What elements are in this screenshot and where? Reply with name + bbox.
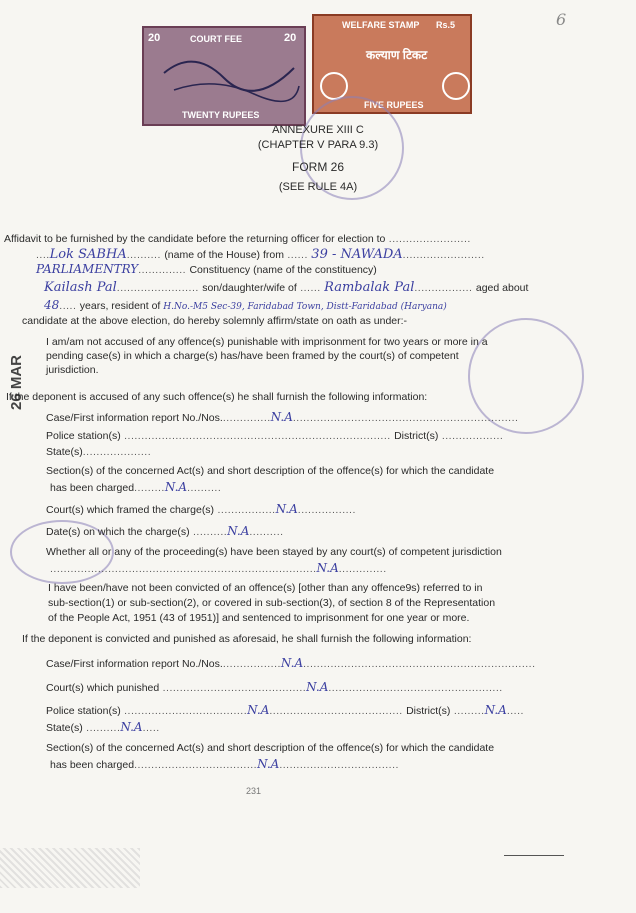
section-b-intro: If the deponent is convicted and punished as aforesaid, he shall furnish the following information: bbox=[22, 633, 472, 645]
rule-heading: (SEE RULE 4A) bbox=[278, 181, 358, 193]
section-b-state: State(s) ..........N.A..... bbox=[46, 720, 160, 734]
state-label: State(s) bbox=[46, 722, 83, 734]
side-date-stamp: 26 MAR bbox=[8, 354, 25, 410]
resident-label: years, resident of bbox=[79, 300, 161, 312]
police-value: N.A bbox=[247, 703, 270, 717]
house-name-value: Lok SABHA bbox=[49, 247, 127, 262]
court-fee-value-right: 20 bbox=[284, 32, 297, 44]
charged-label: has been charged bbox=[50, 482, 135, 494]
age-value: 48 bbox=[44, 298, 60, 312]
constituency-value-2: PARLIAMENTRY bbox=[36, 262, 139, 276]
rosette-icon bbox=[442, 72, 470, 100]
court-fee-stamp bbox=[142, 26, 306, 126]
chapter-heading: (CHAPTER V PARA 9.3) bbox=[257, 139, 379, 151]
charged-value: N.A bbox=[257, 757, 280, 771]
case-label: Case/First information report No./Nos. bbox=[46, 412, 223, 424]
date-label: Date(s) on which the charge(s) bbox=[46, 526, 190, 538]
section-b-police: Police station(s) ....................................N.A....................................... District(s) .........N.A..... bbox=[46, 703, 524, 717]
court-value: N.A bbox=[275, 502, 298, 516]
intro-line-1: Affidavit to be furnished by the candidate before the returning officer for election to ........................ bbox=[4, 233, 471, 245]
father-name-value: Rambalak Pal bbox=[324, 280, 415, 295]
section-a-stayed-value-line: ..............................................................................N.A.............. bbox=[50, 561, 387, 575]
form-heading: FORM 26 bbox=[291, 160, 344, 174]
section-b-section-1: Section(s) of the concerned Act(s) and short description of the offence(s) for which the candidate bbox=[46, 742, 495, 754]
address-value: H.No.-M5 Sec-39, Faridabad Town, Distt-Faridabad (Haryana) bbox=[163, 302, 447, 312]
court-fee-value-left: 20 bbox=[148, 32, 161, 44]
section-a-stayed: Whether all or any of the proceeding(s) have been stayed by any court(s) of competent jurisdiction bbox=[46, 546, 502, 558]
welfare-stamp-title: WELFARE STAMP bbox=[342, 20, 420, 30]
constituency-label: Constituency (name of the constituency) bbox=[189, 264, 377, 276]
state-label: State(s) bbox=[46, 446, 83, 458]
charged-label: has been charged bbox=[50, 759, 135, 771]
section-a-case: Case/First information report No./Nos...............N.A.................................................................. bbox=[46, 410, 519, 424]
para1-line-2: pending case(s) in which a charge(s) has/have been framed by the court(s) of competent bbox=[46, 350, 459, 362]
intro-line-4: candidate at the above election, do hereby solemnly affirm/state on oath as under:- bbox=[22, 315, 408, 327]
scan-noise bbox=[0, 848, 140, 888]
district-label: District(s) bbox=[394, 430, 439, 442]
section-a-section-1: Section(s) of the concerned Act(s) and short description of the offence(s) for which the candidate bbox=[46, 465, 495, 477]
page-number-top: 6 bbox=[556, 10, 567, 29]
section-a-intro: If the deponent is accused of any such offence(s) he shall furnish the following information: bbox=[6, 391, 428, 403]
para1-line-3: jurisdiction. bbox=[46, 364, 99, 376]
scan-mark-line bbox=[504, 855, 564, 856]
section-b-case: Case/First information report No./Nos..................N.A.................................................................... bbox=[46, 656, 536, 670]
district-value: N.A bbox=[484, 703, 507, 717]
section-a-state: State(s).................... bbox=[46, 446, 152, 458]
welfare-stamp-amount-text: FIVE RUPEES bbox=[364, 100, 424, 110]
aged-label: aged about bbox=[475, 282, 529, 294]
section-a-court: Court(s) which framed the charge(s) .................N.A................. bbox=[46, 502, 356, 516]
section-b-court: Court(s) which punished ..........................................N.A................................................... bbox=[46, 680, 503, 694]
para2-line-2: sub-section(1) or sub-section(2), or covered in sub-section(3), of section 8 of the Representation bbox=[48, 597, 496, 609]
section-a-date: Date(s) on which the charge(s) ..........N.A.......... bbox=[46, 524, 284, 538]
stayed-value: N.A bbox=[316, 561, 339, 575]
charged-value: N.A bbox=[164, 480, 188, 494]
para2-line-3: of the People Act, 1951 (43 of 1951)] and sentenced to imprisonment for one year or more. bbox=[48, 612, 470, 624]
welfare-stamp-value: Rs.5 bbox=[436, 20, 456, 30]
state-value: N.A bbox=[120, 720, 143, 734]
intro-prefix: Affidavit to be furnished by the candidate before the returning officer for election to bbox=[4, 233, 386, 245]
police-label: Police station(s) bbox=[46, 430, 121, 442]
case-value: N.A bbox=[280, 656, 304, 670]
intro-line-2: ....Lok SABHA.......... (name of the House) from ...... 39 - NAWADA........................ bbox=[36, 247, 485, 262]
welfare-stamp-hindi: कल्याण टिकट bbox=[366, 48, 428, 62]
candidate-name-value: Kailash Pal bbox=[44, 280, 117, 295]
court-value: N.A bbox=[306, 680, 329, 694]
case-label: Case/First information report No./Nos. bbox=[46, 658, 223, 670]
annexure-heading: ANNEXURE XIII C bbox=[272, 124, 364, 136]
signature-scribble-icon bbox=[144, 28, 304, 124]
intro-line-3: Kailash Pal........................ son/daughter/wife of ...... Rambalak Pal................. aged about bbox=[44, 280, 529, 295]
court-fee-amount-text: TWENTY RUPEES bbox=[182, 110, 260, 120]
relation-label: son/daughter/wife of bbox=[202, 282, 297, 294]
district-label: District(s) bbox=[406, 705, 451, 717]
date-value: N.A bbox=[227, 524, 250, 538]
section-b-section-2: has been charged....................................N.A................................... bbox=[50, 757, 399, 771]
constituency-value: 39 - NAWADA bbox=[311, 247, 403, 262]
section-a-police: Police station(s) .............................................................................. District(s) .................. bbox=[46, 430, 504, 442]
footer-page-number: 231 bbox=[246, 786, 262, 796]
section-a-section-2: has been charged.........N.A.......... bbox=[50, 480, 222, 494]
para1-line-1: I am/am not accused of any offence(s) punishable with imprisonment for two years or more in a bbox=[46, 336, 488, 348]
police-label: Police station(s) bbox=[46, 705, 121, 717]
case-value: N.A bbox=[270, 410, 293, 424]
house-label: (name of the House) from bbox=[164, 249, 284, 261]
court-label: Court(s) which punished bbox=[46, 682, 160, 694]
court-fee-title: COURT FEE bbox=[190, 34, 243, 44]
intro-line-2b: PARLIAMENTRY.............. Constituency (name of the constituency) bbox=[36, 262, 377, 276]
court-label: Court(s) which framed the charge(s) bbox=[46, 504, 215, 516]
intro-line-3b: 48..... years, resident of H.No.-M5 Sec-39, Faridabad Town, Distt-Faridabad (Haryana) bbox=[44, 298, 447, 312]
para2-line-1: I have been/have not been convicted of an offence(s) [other than any offence9s) referred to in bbox=[48, 582, 483, 594]
